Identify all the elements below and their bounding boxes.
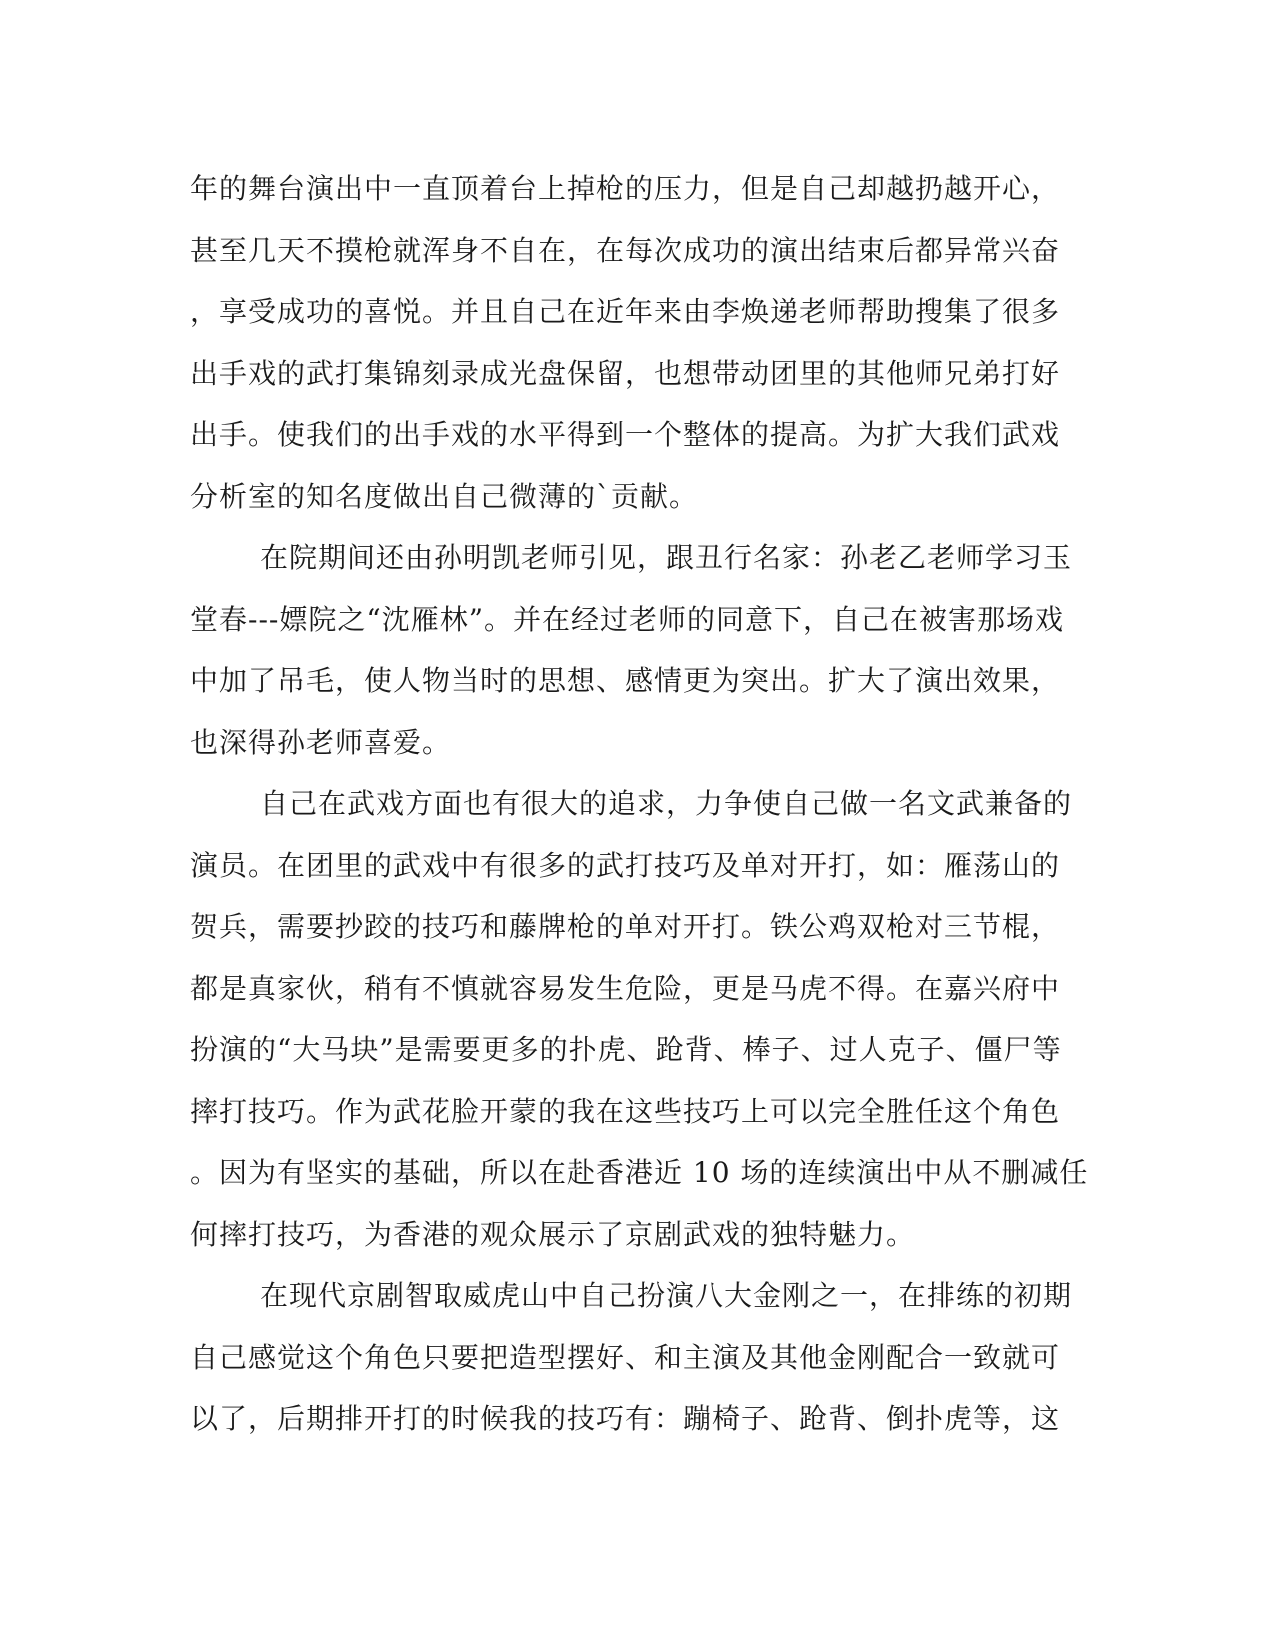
text-line: 。因为有坚实的基础，所以在赴香港近 10 场的连续演出中从不删减任 <box>190 1156 1089 1189</box>
text-line: 分析室的知名度做出自己微薄的`贡献。 <box>190 479 699 513</box>
text-line: 演员。在团里的武戏中有很多的武打技巧及单对开打，如：雁荡山的 <box>190 848 1061 882</box>
text-line: 扮演的“大马块”是需要更多的扑虎、跄背、棒子、过人克子、僵尸等 <box>190 1033 1062 1066</box>
text-line: 出手。使我们的出手戏的水平得到一个整体的提高。为扩大我们武戏 <box>190 418 1061 451</box>
text-line: 自己感觉这个角色只要把造型摆好、和主演及其他金刚配合一致就可 <box>190 1340 1061 1374</box>
paragraph-first-line: 在院期间还由孙明凯老师引见，跟丑行名家：孙老乙老师学习玉 <box>260 541 1073 574</box>
text-line: 以了，后期排开打的时候我的技巧有：蹦椅子、跄背、倒扑虎等，这 <box>190 1402 1061 1435</box>
text-line: 甚至几天不摸枪就浑身不自在，在每次成功的演出结束后都异常兴奋 <box>190 233 1061 267</box>
text-line: 堂春---嫖院之“沈雁林”。并在经过老师的同意下，自己在被害那场戏 <box>190 602 1065 636</box>
text-line: 年的舞台演出中一直顶着台上掉枪的压力，但是自己却越扔越开心， <box>190 172 1061 205</box>
text-line: 也深得孙老师喜爱。 <box>190 725 452 759</box>
text-line: 贺兵，需要抄跤的技巧和藤牌枪的单对开打。铁公鸡双枪对三节棍， <box>190 910 1061 943</box>
text-line: ，享受成功的喜悦。并且自己在近年来由李焕递老师帮助搜集了很多 <box>190 295 1061 328</box>
paragraph-first-line: 在现代京剧智取威虎山中自己扮演八大金刚之一，在排练的初期 <box>260 1279 1073 1312</box>
text-line: 都是真家伙，稍有不慎就容易发生危险，更是马虎不得。在嘉兴府中 <box>190 971 1061 1005</box>
paragraph-first-line: 自己在武戏方面也有很大的追求，力争使自己做一名文武兼备的 <box>260 787 1073 820</box>
document-body <box>190 158 1090 1450</box>
text-line: 何摔打技巧，为香港的观众展示了京剧武戏的独特魅力。 <box>190 1217 916 1251</box>
text-line: 出手戏的武打集锦刻录成光盘保留，也想带动团里的其他师兄弟打好 <box>190 356 1061 390</box>
text-line: 摔打技巧。作为武花脸开蒙的我在这些技巧上可以完全胜任这个角色 <box>190 1094 1061 1128</box>
text-line: 中加了吊毛，使人物当时的思想、感情更为突出。扩大了演出效果， <box>190 664 1061 697</box>
